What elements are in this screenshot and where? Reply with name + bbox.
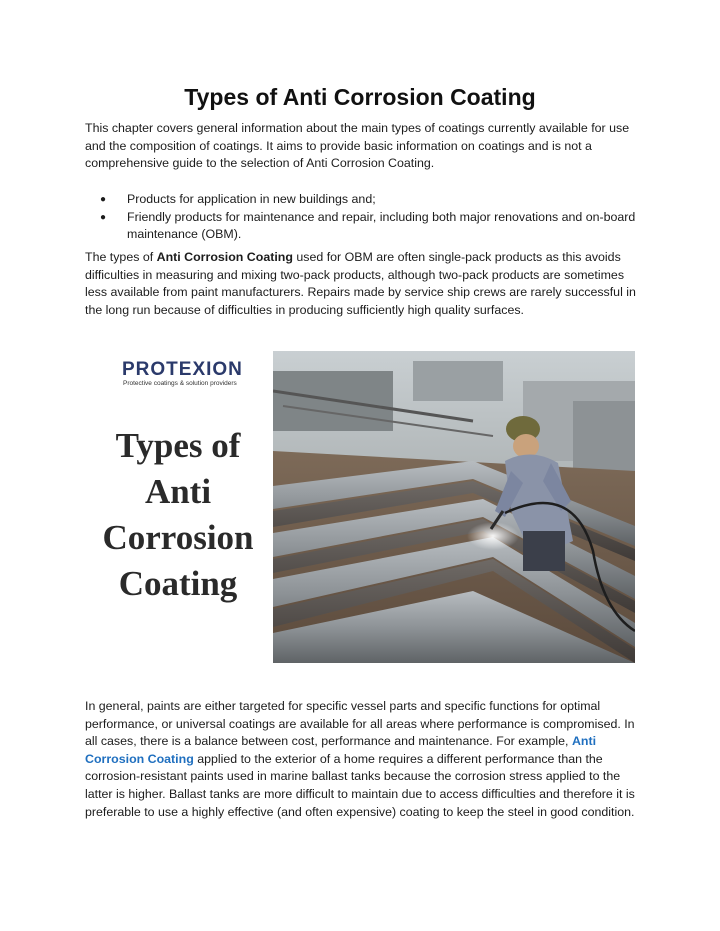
bullet-icon: ● (100, 194, 107, 205)
figure-title-line: Coating (118, 564, 238, 603)
anti-corrosion-coating-link[interactable]: Anti Corrosion Coating (85, 734, 597, 766)
obm-text-start: The types of (85, 250, 157, 264)
obm-paragraph (85, 249, 645, 319)
bullet-text: Products for application in new buildings and; (127, 192, 376, 206)
article-figure (86, 351, 635, 663)
obm-text-end: used for OBM are often single-pack products as this avoids difficulties in measuring and mixing two-pack products, although two-pack products are sometimes less available from paint manufacturers. Repairs made by service ship crews are rarely successful in the long run because of difficulties in producing sufficiently high quality surfaces. (85, 250, 636, 317)
worker-spraying-steel-beams-photo (273, 351, 635, 663)
bullet-icon: ● (100, 211, 107, 223)
closing-text-end: applied to the exterior of a home requires a different performance than the corrosion-resistant paints used in marine ballast tanks because the corrosion stress applied to the latter is higher. Ballast tanks are more difficult to maintain due to access difficulties and therefore it is preferable to use a highly effective (and often expensive) coating to keep the steel in good condition. (85, 751, 635, 819)
bullet-list (100, 191, 645, 244)
figure-title-line: Corrosion (102, 518, 254, 557)
list-item (100, 209, 645, 244)
figure-title-line: Anti (144, 472, 212, 511)
logo-wordmark: PROTEXION (122, 359, 243, 380)
obm-bold-term: Anti Corrosion Coating (156, 250, 293, 264)
logo-tagline: Protective coatings & solution providers (123, 380, 237, 387)
list-item (100, 191, 645, 209)
figure-title-line: Types of (115, 426, 241, 465)
closing-paragraph (85, 698, 645, 821)
protexion-logo (122, 359, 242, 389)
bullet-text: Friendly products for maintenance and repair, including both major renovations and on-board maintenance (OBM). (127, 209, 636, 242)
closing-text-start: In general, paints are either targeted for specific vessel parts and specific functions for optimal performance, or universal coatings are available for all areas where performance is compromised. In all cases, there is a balance between cost, performance and maintenance. For example, (85, 699, 635, 749)
intro-paragraph: This chapter covers general information about the main types of coatings currently available for use and the composition of coatings. It aims to provide basic information on coatings and is not a comprehensive guide to the selection of Anti Corrosion Coating. (85, 121, 630, 171)
figure-title (86, 423, 270, 607)
page-title: Types of Anti Corrosion Coating (184, 84, 536, 110)
